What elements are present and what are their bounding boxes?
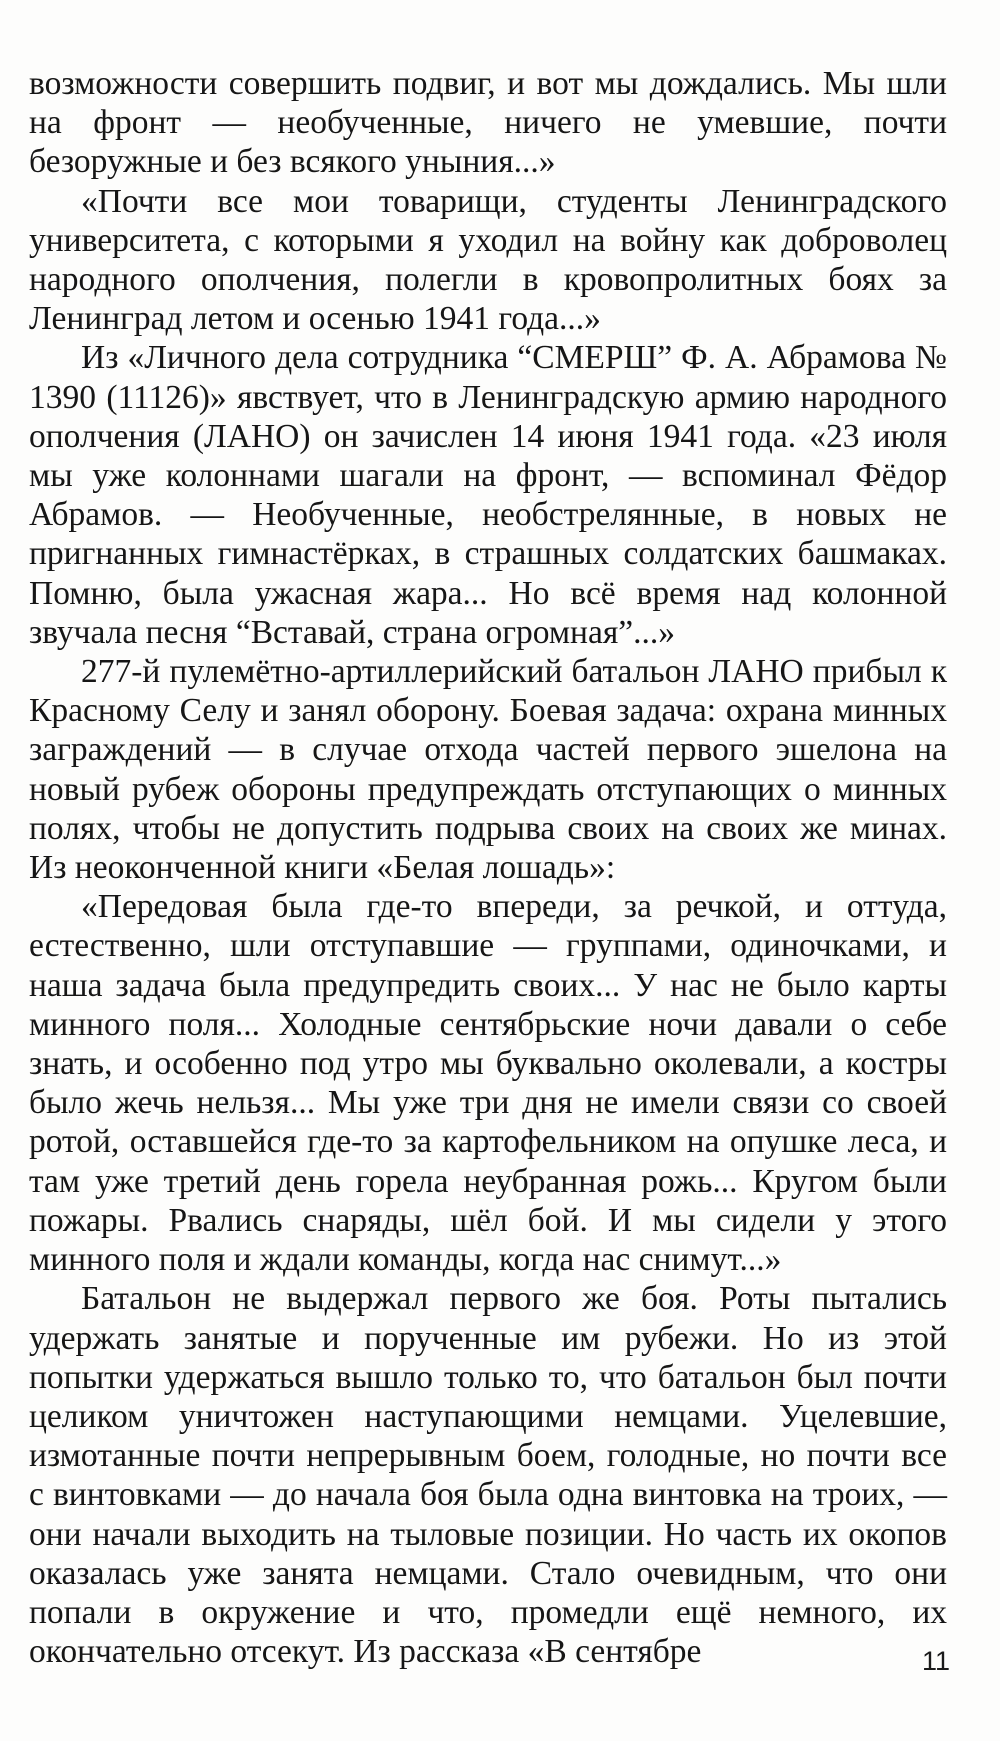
paragraph-battalion-defeat: Батальон не выдержал первого же боя. Роты пытались удержать занятые и порученные им рубежи. Но из этой попытки удержаться вышло только то, что батальон был почти целиком уничтожен наступающими немцами. Уцелевшие, измотанные почти непрерывным боем, голодные, но почти все с винтовками — до начала боя была одна винтовка на троих, — они начали выходить на тыловые позиции. Но часть их окопов оказалась уже занята немцами. Стало очевидным, что они попали в окружение и что, промедли ещё немного, их окончательно отсекут. Из рассказа «В сентябре <box>29 1280 947 1671</box>
paragraph-continuation: возможности совершить подвиг, и вот мы дождались. Мы шли на фронт — необученные, ничего не умевшие, почти безоружные и без всякого уныния...» <box>29 65 947 181</box>
paragraph-quote-white-horse: «Передовая была где-то впереди, за речкой, и оттуда, естественно, шли отступавшие — группами, одиночками, и наша задача была предупредить своих... У нас не было карты минного поля... Холодные сентябрьские ночи давали о себе знать, и особенно под утро мы буквально околевали, а костры было жечь нельзя... Мы уже три дня не имели связи со своей ротой, оставшейся где-то за картофельником на опушке леса, и там уже третий день горела неубранная рожь... Кругом были пожары. Рвались снаряды, шёл бой. И мы сидели у этого минного поля и ждали команды, когда нас снимут...» <box>29 888 947 1279</box>
body-text <box>29 64 947 1671</box>
paragraph-quote-students: «Почти все мои товарищи, студенты Ленинградского университета, с которыми я уходил на войну как доброволец народного ополчения, полегли в кровопролитных боях за Ленинград летом и осенью 1941 года...» <box>29 182 947 338</box>
page-number: 11 <box>921 1646 950 1676</box>
paragraph-personal-file: Из «Личного дела сотрудника “СМЕРШ” Ф. А. Абрамова № 1390 (11126)» явствует, что в Ленинградскую армию народного ополчения (ЛАНО) он зачислен 14 июня 1941 года. «23 июля мы уже колоннами шагали на фронт, — вспоминал Фёдор Абрамов. — Необученные, необстрелянные, в новых не пригнанных гимнастёрках, в страшных солдатских башмаках. Помню, была ужасная жара... Но всё время над колонной звучала песня “Вставай, страна огромная”...» <box>29 339 947 651</box>
paragraph-battalion-mission: 277-й пулемётно-артиллерийский батальон ЛАНО прибыл к Красному Селу и занял оборону. Боевая задача: охрана минных заграждений — в случае отхода частей первого эшелона на новый рубеж обороны предупреждать отступающих о минных полях, чтобы не допустить подрыва своих на своих же минах. Из неоконченной книги «Белая лошадь»: <box>29 653 947 887</box>
